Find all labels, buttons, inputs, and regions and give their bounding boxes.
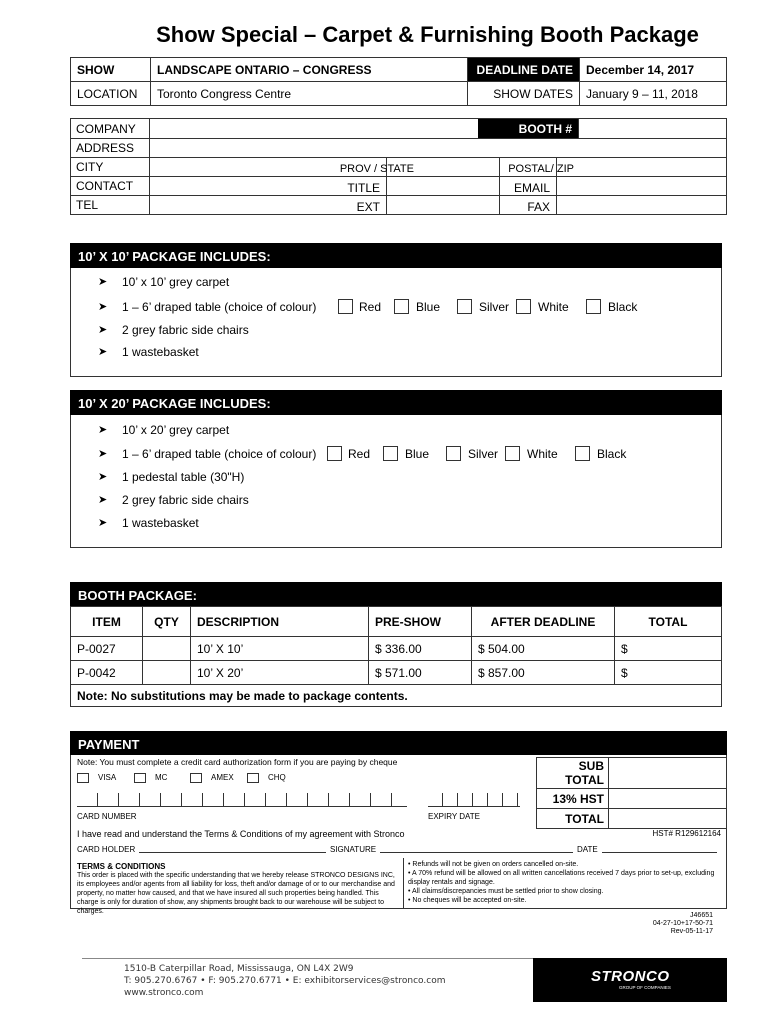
location-value: Toronto Congress Centre	[151, 82, 468, 106]
table-row	[71, 637, 722, 661]
hst-label: 13% HST	[537, 789, 609, 809]
contact-label: CONTACT	[76, 179, 134, 193]
show-info-table	[70, 57, 727, 106]
col-header: TOTAL	[615, 607, 722, 637]
desc-cell: 10’ X 20’	[191, 661, 369, 685]
company-field[interactable]	[150, 119, 477, 138]
col-header: AFTER DEADLINE	[472, 607, 615, 637]
show-dates-value: January 9 – 11, 2018	[580, 82, 727, 106]
pre-cell: $ 571.00	[369, 661, 472, 685]
booth-package-table	[70, 606, 722, 707]
address-label: ADDRESS	[76, 141, 135, 155]
subtotal-field[interactable]	[609, 758, 727, 789]
card-holder-label: CARD HOLDER	[77, 845, 139, 854]
bullet-arrow-icon: ➤	[98, 517, 108, 529]
title-label: TITLE	[347, 181, 380, 195]
pkg1-item: 1 wastebasket	[122, 345, 199, 359]
item-cell: P-0042	[71, 661, 143, 685]
location-label: LOCATION	[71, 82, 151, 106]
colour-checkbox-blue[interactable]	[394, 299, 409, 314]
postal-field[interactable]	[557, 158, 727, 176]
qty-cell[interactable]	[143, 661, 191, 685]
colour-label: White	[538, 300, 569, 314]
pkg1-item: 10’ x 10’ grey carpet	[122, 275, 230, 289]
expiry-label: EXPIRY DATE	[428, 812, 481, 821]
booth-field[interactable]	[578, 119, 727, 138]
colour-checkbox-white[interactable]	[516, 299, 531, 314]
colour-checkbox-blue[interactable]	[383, 446, 398, 461]
qty-cell[interactable]	[143, 637, 191, 661]
colour-checkbox-white[interactable]	[505, 446, 520, 461]
pkg2-item: 1 pedestal table (30"H)	[122, 470, 245, 484]
colour-label: Black	[597, 447, 627, 461]
pkg2-item: 1 wastebasket	[122, 516, 199, 530]
show-dates-label: SHOW DATES	[468, 82, 580, 106]
colour-label: Silver	[468, 447, 499, 461]
footer-phones: T: 905.270.6767 • F: 905.270.6771 • E: exhibitorservices@stronco.com	[124, 976, 446, 986]
terms-bullet: • A 70% refund will be allowed on all written cancellations received 7 days prior to set-up, excluding display rentals and signage.	[408, 870, 715, 886]
pkg2-item: 2 grey fabric side chairs	[122, 493, 249, 507]
email-field[interactable]	[557, 177, 727, 195]
form-code: 04-27-10+17-50-71	[652, 920, 713, 927]
ext-label: EXT	[356, 200, 380, 214]
colour-label: White	[527, 447, 558, 461]
desc-cell: 10’ X 10’	[191, 637, 369, 661]
pkg2-item: 10’ x 20’ grey carpet	[122, 423, 230, 437]
page-title: Show Special – Carpet & Furnishing Booth Package	[156, 22, 699, 47]
colour-label: Red	[348, 447, 371, 461]
colour-label: Red	[359, 300, 382, 314]
city-label: CITY	[76, 160, 104, 174]
totals-table	[536, 757, 727, 829]
package-10x20-header: 10’ X 20’ PACKAGE INCLUDES:	[70, 390, 722, 415]
amex-checkbox[interactable]	[190, 773, 202, 783]
colour-checkbox-red[interactable]	[338, 299, 353, 314]
chq-checkbox[interactable]	[247, 773, 259, 783]
terms-bullet: • No cheques will be accepted on-site.	[408, 897, 527, 904]
stronco-logo	[533, 958, 727, 1002]
bullet-arrow-icon: ➤	[98, 448, 108, 460]
hst-field[interactable]	[609, 789, 727, 809]
signature-label: SIGNATURE	[326, 845, 380, 854]
card-type-label: CHQ	[268, 773, 286, 782]
bullet-arrow-icon: ➤	[98, 494, 108, 506]
agreement-text: I have read and understand the Terms & Conditions of my agreement with Stronco	[77, 829, 405, 839]
terms-text: This order is placed with the specific understanding that we hereby release STRONCO DESIGNS INC, its employees and/or agents from all liability for loss, theft and/or damage of or to our merchandise and property, no matter how caused, and that we have insured all such properties being handled. This charge is only for duration of show, any shipments brought back to our warehouse will be subject to charges.	[77, 872, 395, 915]
card-number-label: CARD NUMBER	[77, 812, 137, 821]
show-label: SHOW	[71, 58, 151, 82]
package-10x10-header: 10’ X 10’ PACKAGE INCLUDES:	[70, 243, 722, 268]
col-header: ITEM	[71, 607, 143, 637]
company-label: COMPANY	[76, 122, 136, 136]
terms-bullet: • Refunds will not be given on orders cancelled on-site.	[408, 861, 579, 868]
form-code: Rev-05-11-17	[670, 928, 713, 935]
form-code: J46651	[690, 912, 713, 919]
after-cell: $ 504.00	[472, 637, 615, 661]
colour-label: Blue	[416, 300, 441, 314]
colour-checkbox-red[interactable]	[327, 446, 342, 461]
table-row	[71, 661, 722, 685]
booth-label: BOOTH #	[518, 122, 572, 136]
footer-address: 1510-B Caterpillar Road, Mississauga, ON L4X 2W9	[124, 964, 354, 974]
address-field[interactable]	[150, 139, 727, 157]
card-type-label: MC	[155, 773, 168, 782]
terms-title: TERMS & CONDITIONS	[77, 862, 166, 871]
total-field[interactable]	[609, 809, 727, 829]
card-holder-field[interactable]	[140, 840, 320, 852]
col-header: QTY	[143, 607, 191, 637]
bullet-arrow-icon: ➤	[98, 301, 108, 313]
signature-field[interactable]	[370, 840, 565, 852]
colour-checkbox-silver[interactable]	[457, 299, 472, 314]
colour-checkbox-black[interactable]	[575, 446, 590, 461]
bullet-arrow-icon: ➤	[98, 324, 108, 336]
pkg1-item: 1 – 6’ draped table (choice of colour)	[122, 300, 317, 314]
package-note: Note: No substitutions may be made to package contents.	[71, 685, 722, 707]
card-type-label: AMEX	[211, 773, 234, 782]
subtotal-label: SUB TOTAL	[537, 758, 609, 789]
total-label: TOTAL	[537, 809, 609, 829]
date-field[interactable]	[600, 840, 715, 852]
bullet-arrow-icon: ➤	[98, 276, 108, 288]
fax-label: FAX	[527, 200, 550, 214]
colour-checkbox-silver[interactable]	[446, 446, 461, 461]
pkg1-item: 2 grey fabric side chairs	[122, 323, 249, 337]
deadline-label: DEADLINE DATE	[468, 58, 580, 82]
total-cell[interactable]: $	[615, 661, 722, 685]
mc-checkbox[interactable]	[134, 773, 146, 783]
prov-label: PROV / STATE	[339, 163, 414, 175]
email-label: EMAIL	[513, 181, 550, 195]
tel-label: TEL	[76, 198, 99, 212]
footer-web: www.stronco.com	[124, 988, 204, 998]
col-header: DESCRIPTION	[191, 607, 369, 637]
show-value: LANDSCAPE ONTARIO – CONGRESS	[151, 58, 468, 82]
pre-cell: $ 336.00	[369, 637, 472, 661]
colour-label: Black	[608, 300, 638, 314]
colour-label: Silver	[479, 300, 510, 314]
terms-bullet: • All claims/discrepancies must be settled prior to show closing.	[408, 888, 604, 895]
postal-label: POSTAL/ ZIP	[508, 163, 574, 175]
card-number-field[interactable]	[77, 793, 407, 807]
booth-package-header: BOOTH PACKAGE:	[70, 582, 722, 607]
card-type-label: VISA	[98, 773, 117, 782]
pkg2-item: 1 – 6’ draped table (choice of colour)	[122, 447, 317, 461]
payment-note: Note: You must complete a credit card authorization form if you are paying by cheque	[77, 757, 398, 767]
col-header: PRE-SHOW	[369, 607, 472, 637]
deadline-value: December 14, 2017	[580, 58, 727, 82]
payment-header: PAYMENT	[70, 731, 727, 755]
bullet-arrow-icon: ➤	[98, 424, 108, 436]
colour-checkbox-black[interactable]	[586, 299, 601, 314]
logo-subtext: GROUP OF COMPANIES	[619, 985, 671, 990]
total-cell[interactable]: $	[615, 637, 722, 661]
expiry-field[interactable]	[428, 793, 520, 807]
hst-number: HST# R129612164	[652, 829, 721, 838]
fax-field[interactable]	[557, 196, 727, 215]
colour-label: Blue	[405, 447, 430, 461]
after-cell: $ 857.00	[472, 661, 615, 685]
bullet-arrow-icon: ➤	[98, 471, 108, 483]
visa-checkbox[interactable]	[77, 773, 89, 783]
date-label: DATE	[573, 845, 602, 854]
item-cell: P-0027	[71, 637, 143, 661]
bullet-arrow-icon: ➤	[98, 346, 108, 358]
logo-text: STRONCO	[591, 968, 670, 985]
